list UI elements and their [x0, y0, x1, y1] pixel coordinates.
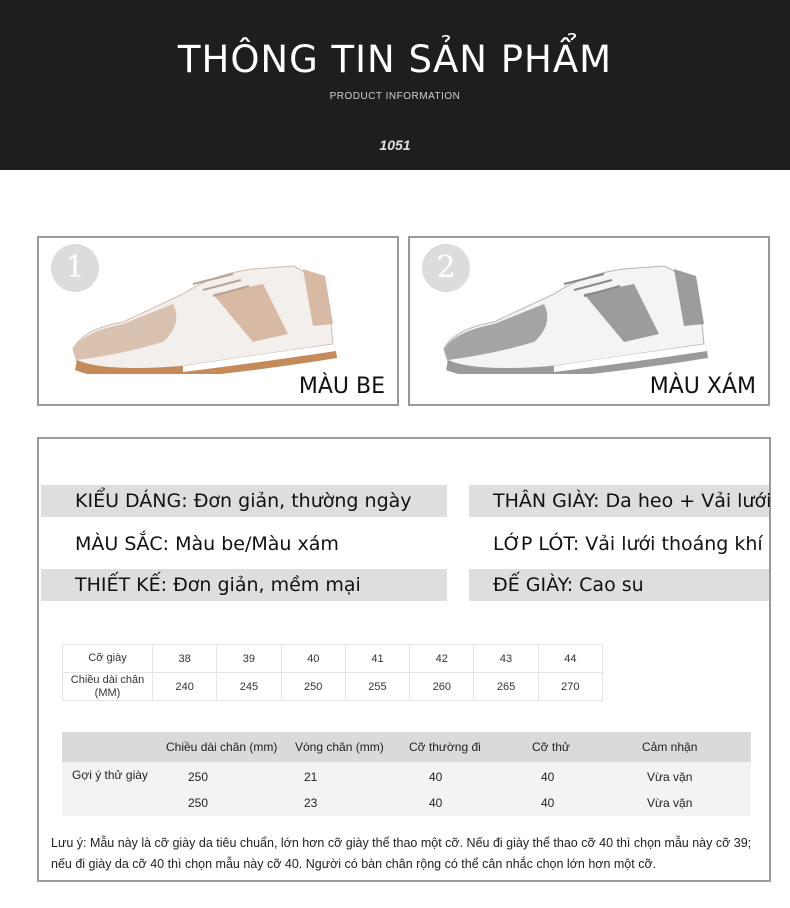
column-header: Cỡ thường đi: [409, 740, 481, 754]
table-row: [63, 673, 603, 701]
column-header: Chiều dài chân (mm): [166, 740, 278, 754]
page-subtitle: PRODUCT INFORMATION: [329, 91, 461, 102]
product-code: 1051: [379, 137, 411, 153]
length-cell: 270: [538, 673, 602, 701]
fit-cell: 23: [304, 796, 318, 810]
length-cell: 240: [153, 673, 217, 701]
variant-number-badge: 2: [422, 244, 470, 292]
shoe-image-beige: [63, 254, 363, 374]
attr-value: Đơn giản, thường ngày: [193, 490, 412, 512]
product-info-panel: [37, 437, 771, 882]
length-cell: 265: [474, 673, 538, 701]
variant-card-beige[interactable]: [37, 236, 399, 406]
fit-cell: Vừa vặn: [647, 796, 693, 810]
column-header: Vòng chân (mm): [295, 740, 384, 754]
fit-cell: 250: [188, 796, 209, 810]
size-cell: 41: [345, 645, 409, 673]
attr-design: [41, 569, 447, 601]
attr-value: Da heo + Vải lưới: [605, 490, 772, 512]
size-cell: 42: [410, 645, 474, 673]
row-header-length: Chiều dài chân (MM): [63, 673, 153, 701]
size-cell: 44: [538, 645, 602, 673]
column-header: Cảm nhận: [642, 740, 698, 754]
size-cell: 43: [474, 645, 538, 673]
attr-color: [41, 528, 447, 560]
fit-cell: 250: [188, 770, 209, 784]
fit-cell: 40: [429, 796, 443, 810]
attr-key: KIỂU DÁNG:: [75, 490, 188, 512]
attr-key: THÂN GIÀY:: [493, 490, 600, 512]
fit-guide-table: [62, 732, 751, 816]
attr-sole: [469, 569, 769, 601]
page-title: THÔNG TIN SẢN PHẨM: [177, 38, 613, 81]
variant-color-label: MÀU XÁM: [649, 374, 756, 399]
attr-value: Cao su: [579, 574, 644, 596]
fit-guide-row-label: Gợi ý thử giày: [72, 768, 148, 782]
attr-value: Vải lưới thoáng khí: [585, 533, 763, 555]
sizing-note: Lưu ý: Mẫu này là cỡ giày da tiêu chuẩn, lớn hơn cỡ giày thể thao một cỡ. Nếu đi giày thể thao cỡ 40 thì chọn mẫu này cỡ 39; nếu đi giày da cỡ 40 thì chọn mẫu này cỡ 40. Người có bàn chân rộng có thể cân nhắc chọn lớn hơn một cỡ.: [51, 836, 752, 871]
attr-style: [41, 485, 447, 517]
fit-cell: 40: [541, 770, 555, 784]
fit-cell: 21: [304, 770, 318, 784]
variant-number-badge: 1: [51, 244, 99, 292]
attr-key: ĐẾ GIÀY:: [493, 574, 574, 596]
attr-lining: [469, 528, 769, 560]
shoe-image-grey: [434, 254, 734, 374]
variant-color-label: MÀU BE: [298, 374, 385, 399]
attr-value: Đơn giản, mềm mại: [173, 574, 361, 596]
length-cell: 250: [281, 673, 345, 701]
attr-key: MÀU SẮC:: [75, 533, 170, 555]
fit-cell: 40: [429, 770, 443, 784]
fit-cell: 40: [541, 796, 555, 810]
length-cell: 260: [410, 673, 474, 701]
attr-key: LỚP LÓT:: [493, 533, 580, 555]
header-banner: [0, 0, 790, 170]
table-row: [63, 645, 603, 673]
row-header-size: Cỡ giày: [63, 645, 153, 673]
length-cell: 245: [217, 673, 281, 701]
fit-cell: Vừa vặn: [647, 770, 693, 784]
size-cell: 38: [153, 645, 217, 673]
attr-upper: [469, 485, 772, 517]
size-chart: [62, 644, 603, 701]
column-header: Cỡ thử: [532, 740, 570, 754]
size-cell: 39: [217, 645, 281, 673]
length-cell: 255: [345, 673, 409, 701]
attr-key: THIẾT KẾ:: [75, 574, 168, 596]
variant-card-grey[interactable]: [408, 236, 770, 406]
attr-value: Màu be/Màu xám: [175, 533, 339, 555]
size-cell: 40: [281, 645, 345, 673]
